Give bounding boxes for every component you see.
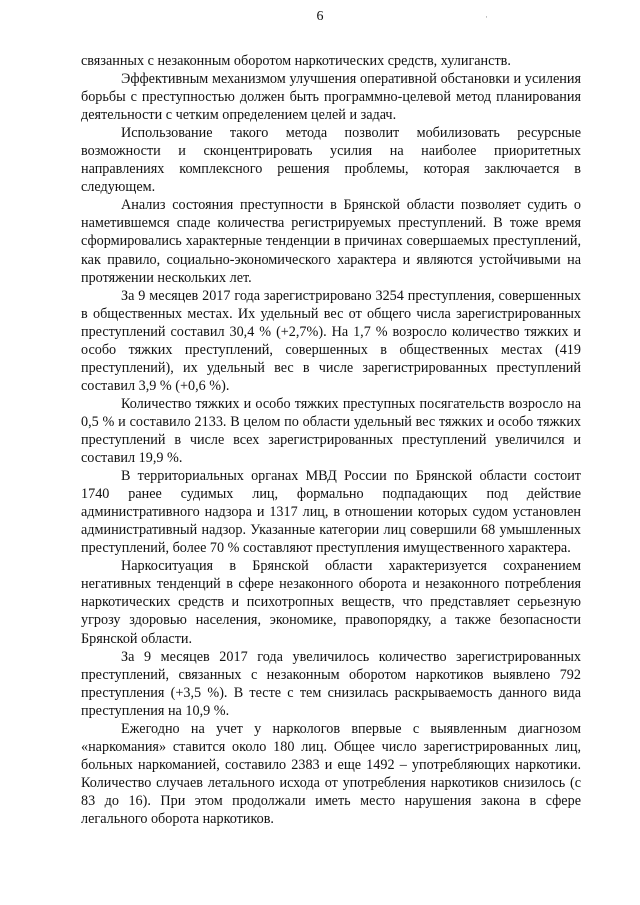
body-text	[81, 52, 581, 828]
page-number: 6	[316, 9, 324, 24]
paragraph-narcology-registry: Ежегодно на учет у наркологов впервые с выявленным диагнозом «наркомания» ставится около 180 лиц. Общее число зарегистрированных лиц, больных наркоманией, составило 2383 и еще 1492 – употребляющих наркотики. Количество случаев летального исхода от употребления наркотиков снизилось (с 83 до 16). При этом продолжали иметь место нарушения закона в сфере легального оборота наркотиков.	[81, 720, 581, 827]
paragraph-method-use: Использование такого метода позволит мобилизовать ресурсные возможности и сконцентрировать усилия на наиболее приоритетных направлениях комплексного решения проблемы, которая заключается в следующем.	[81, 125, 581, 196]
corner-mark: ·	[485, 12, 488, 22]
paragraph-grave-crimes: Количество тяжких и особо тяжких преступных посягательств возросло на 0,5 % и составило 2133. В целом по области удельный вес тяжких и особо тяжких преступлений в числе всех зарегистрированных преступлений увеличился и составил 19,9 %.	[81, 395, 581, 467]
paragraph-drug-crimes: За 9 месяцев 2017 года увеличилось количество зарегистрированных преступлений, связанных с незаконным оборотом наркотиков выявлено 792 преступления (+3,5 %). В тесте с тем снизилась раскрываемость данного вида преступления на 10,9 %.	[81, 648, 581, 719]
paragraph-drug-situation: Наркоситуация в Брянской области характеризуется сохранением негативных тенденций в сфере незаконного оборота и незаконного потребления наркотических средств и психотропных веществ, что представляет серьезную угрозу здоровью населения, экономике, правопорядку, а также безопасности Брянской области.	[81, 558, 581, 647]
paragraph-public-places: За 9 месяцев 2017 года зарегистрировано 3254 преступления, совершенных в общественных местах. Их удельный вес от общего числа зарегистрированных преступлений составил 30,4 % (+2,7%). На 1,7 % возросло количество тяжких и особо тяжких преступлений, совершенных в общественных местах (419 преступлений), их удельный вес в числе зарегистрированных преступлений составил 3,9 % (+0,6 %).	[81, 287, 581, 394]
paragraph-supervision: В территориальных органах МВД России по Брянской области состоит 1740 ранее судимых лиц, формально подпадающих под действие административного надзора и 1317 лиц, в отношении которых судом установлен административный надзор. Указанные категории лиц совершили 68 умышленных преступлений, более 70 % составляют преступления имущественного характера.	[81, 468, 581, 557]
paragraph-continuation: связанных с незаконным оборотом наркотических средств, хулиганств.	[81, 53, 511, 69]
paragraph-effective-mechanism: Эффективным механизмом улучшения оперативной обстановки и усиления борьбы с преступностью должен быть программно-целевой метод планирования деятельности с четким определением целей и задач.	[81, 71, 581, 124]
paragraph-crime-analysis: Анализ состояния преступности в Брянской области позволяет судить о наметившемся спаде количества регистрируемых преступлений. В тоже время сформировались характерные тенденции в причинах совершаемых преступлений, как правило, социально-экономического характера и являются устойчивыми на протяжении нескольких лет.	[81, 197, 581, 286]
